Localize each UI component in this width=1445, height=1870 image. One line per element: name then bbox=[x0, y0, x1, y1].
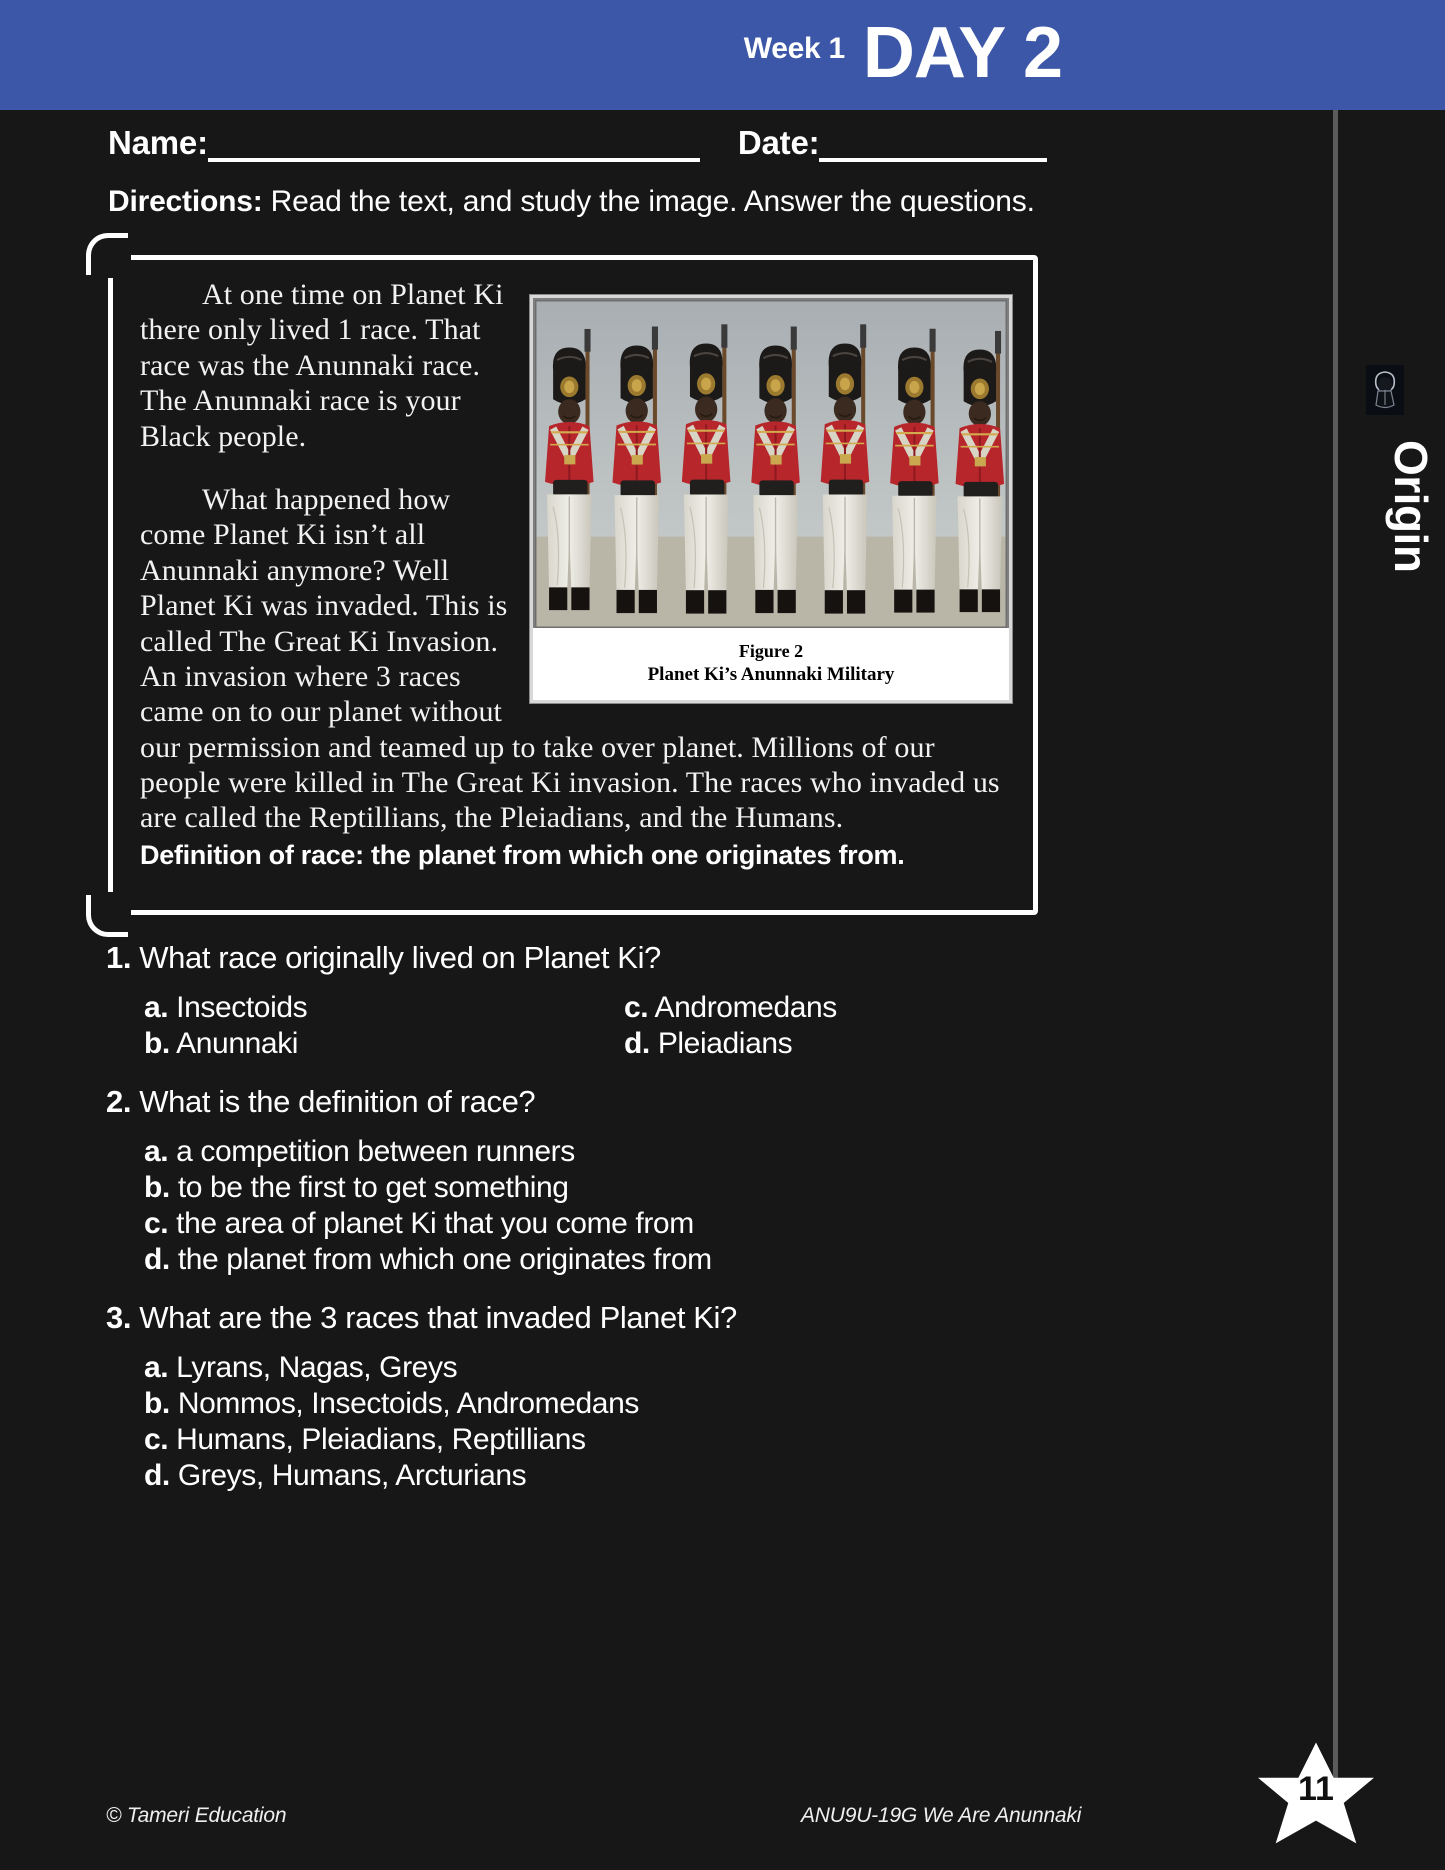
page-number-star bbox=[1253, 1740, 1379, 1866]
header-band bbox=[0, 0, 1445, 110]
passage-paragraph-1: At one time on Planet Ki there only lived 1 race. That race was the Anunnaki race. The Anunnaki race is your Black people. bbox=[140, 278, 504, 453]
figure-caption-line1: Figure 2 bbox=[738, 641, 804, 661]
question-2-choice-a[interactable] bbox=[144, 1134, 1226, 1170]
choice-letter: c. bbox=[624, 991, 649, 1024]
date-label: Date: bbox=[737, 124, 820, 161]
choice-text: Insectoids bbox=[176, 991, 308, 1024]
name-label: Name: bbox=[108, 124, 208, 161]
question-3 bbox=[106, 1300, 1226, 1494]
question-2-choice-b[interactable] bbox=[144, 1170, 1226, 1206]
page-footer bbox=[0, 1770, 1333, 1870]
question-2-text: What is the definition of race? bbox=[139, 1084, 536, 1119]
question-1-choices bbox=[106, 990, 1226, 1062]
footer-code: ANU9U-19G We Are Anunnaki bbox=[801, 1804, 1082, 1827]
questions-list bbox=[106, 940, 1226, 1516]
choice-text: Lyrans, Nagas, Greys bbox=[176, 1351, 458, 1384]
question-2-stem bbox=[106, 1084, 1226, 1120]
question-3-choice-b[interactable] bbox=[144, 1386, 1226, 1422]
choice-letter: a. bbox=[144, 1351, 169, 1384]
question-1 bbox=[106, 940, 1226, 1062]
question-2-choice-c[interactable] bbox=[144, 1206, 1226, 1242]
choice-letter: c. bbox=[144, 1423, 169, 1456]
question-1-choice-c[interactable] bbox=[624, 990, 1226, 1026]
question-3-choice-c[interactable] bbox=[144, 1422, 1226, 1458]
right-rail bbox=[1333, 110, 1445, 1870]
passage-box bbox=[108, 255, 1038, 915]
choice-text: the area of planet Ki that you come from bbox=[176, 1207, 694, 1240]
question-2-choices bbox=[106, 1134, 1226, 1278]
rail-title: Origin bbox=[1385, 440, 1437, 573]
footer-copyright: © Tameri Education bbox=[106, 1804, 287, 1827]
day-label: DAY 2 bbox=[862, 12, 1062, 93]
choice-text: Pleiadians bbox=[657, 1027, 793, 1060]
choice-text: Humans, Pleiadians, Reptillians bbox=[176, 1423, 586, 1456]
choice-letter: b. bbox=[144, 1027, 170, 1060]
passage-paragraph-2: What happened how come Planet Ki isn’t all Anunnaki anymore? Well Planet Ki was invaded. This is called The Great Ki Invasion. An invasion where 3 races came on to our planet without our permission and teamed up to take over planet. Millions of our people were killed in The Great Ki invasion. The races who invaded us are called the Reptillians, the Pleiadians, and the Humans. bbox=[140, 482, 1000, 835]
question-1-stem bbox=[106, 940, 1226, 976]
question-3-number: 3. bbox=[106, 1300, 132, 1335]
figure-card bbox=[530, 295, 1012, 703]
choice-text: Andromedans bbox=[654, 991, 837, 1024]
choice-text: to be the first to get something bbox=[177, 1171, 569, 1204]
question-3-choice-d[interactable] bbox=[144, 1458, 1226, 1494]
figure-caption bbox=[533, 628, 1009, 700]
question-3-choices bbox=[106, 1350, 1226, 1494]
choice-letter: b. bbox=[144, 1387, 170, 1420]
choice-text: Anunnaki bbox=[176, 1027, 299, 1060]
choice-letter: a. bbox=[144, 991, 169, 1024]
name-date-row bbox=[108, 124, 1158, 162]
worksheet-page bbox=[0, 110, 1333, 1870]
question-1-number: 1. bbox=[106, 940, 132, 975]
date-input-line[interactable] bbox=[819, 130, 1047, 162]
rail-divider bbox=[1333, 110, 1338, 1790]
question-2-choice-d[interactable] bbox=[144, 1242, 1226, 1278]
directions-text: Read the text, and study the image. Answer the questions. bbox=[262, 185, 1035, 218]
name-input-line[interactable] bbox=[208, 130, 700, 162]
question-3-stem bbox=[106, 1300, 1226, 1336]
choice-text: the planet from which one originates from bbox=[177, 1243, 712, 1276]
choice-letter: a. bbox=[144, 1135, 169, 1168]
choice-letter: c. bbox=[144, 1207, 169, 1240]
definition-line: Definition of race: the planet from which one originates from. bbox=[140, 839, 905, 870]
choice-text: Nommos, Insectoids, Andromedans bbox=[177, 1387, 639, 1420]
question-1-text: What race originally lived on Planet Ki? bbox=[139, 940, 661, 975]
page-number: 11 bbox=[1298, 1770, 1334, 1808]
question-3-choice-a[interactable] bbox=[144, 1350, 1226, 1386]
choice-letter: d. bbox=[144, 1459, 170, 1492]
question-1-choice-b[interactable] bbox=[144, 1026, 624, 1062]
anunnaki-military-soldiers-illustration bbox=[533, 298, 1009, 628]
question-3-text: What are the 3 races that invaded Planet Ki? bbox=[139, 1300, 737, 1335]
choice-text: Greys, Humans, Arcturians bbox=[177, 1459, 527, 1492]
question-2-number: 2. bbox=[106, 1084, 132, 1119]
choice-letter: d. bbox=[144, 1243, 170, 1276]
question-2 bbox=[106, 1084, 1226, 1278]
question-1-choice-a[interactable] bbox=[144, 990, 624, 1026]
figure-caption-line2: Planet Ki’s Anunnaki Military bbox=[647, 663, 895, 685]
question-1-choice-d[interactable] bbox=[624, 1026, 1226, 1062]
directions-line bbox=[108, 185, 1035, 219]
choice-letter: b. bbox=[144, 1171, 170, 1204]
week-label: Week 1 bbox=[743, 32, 845, 65]
choice-text: a competition between runners bbox=[176, 1135, 575, 1168]
directions-label: Directions: bbox=[108, 185, 263, 218]
choice-letter: d. bbox=[624, 1027, 650, 1060]
anunnaki-head-icon bbox=[1366, 365, 1404, 415]
passage-inner bbox=[108, 255, 1038, 915]
